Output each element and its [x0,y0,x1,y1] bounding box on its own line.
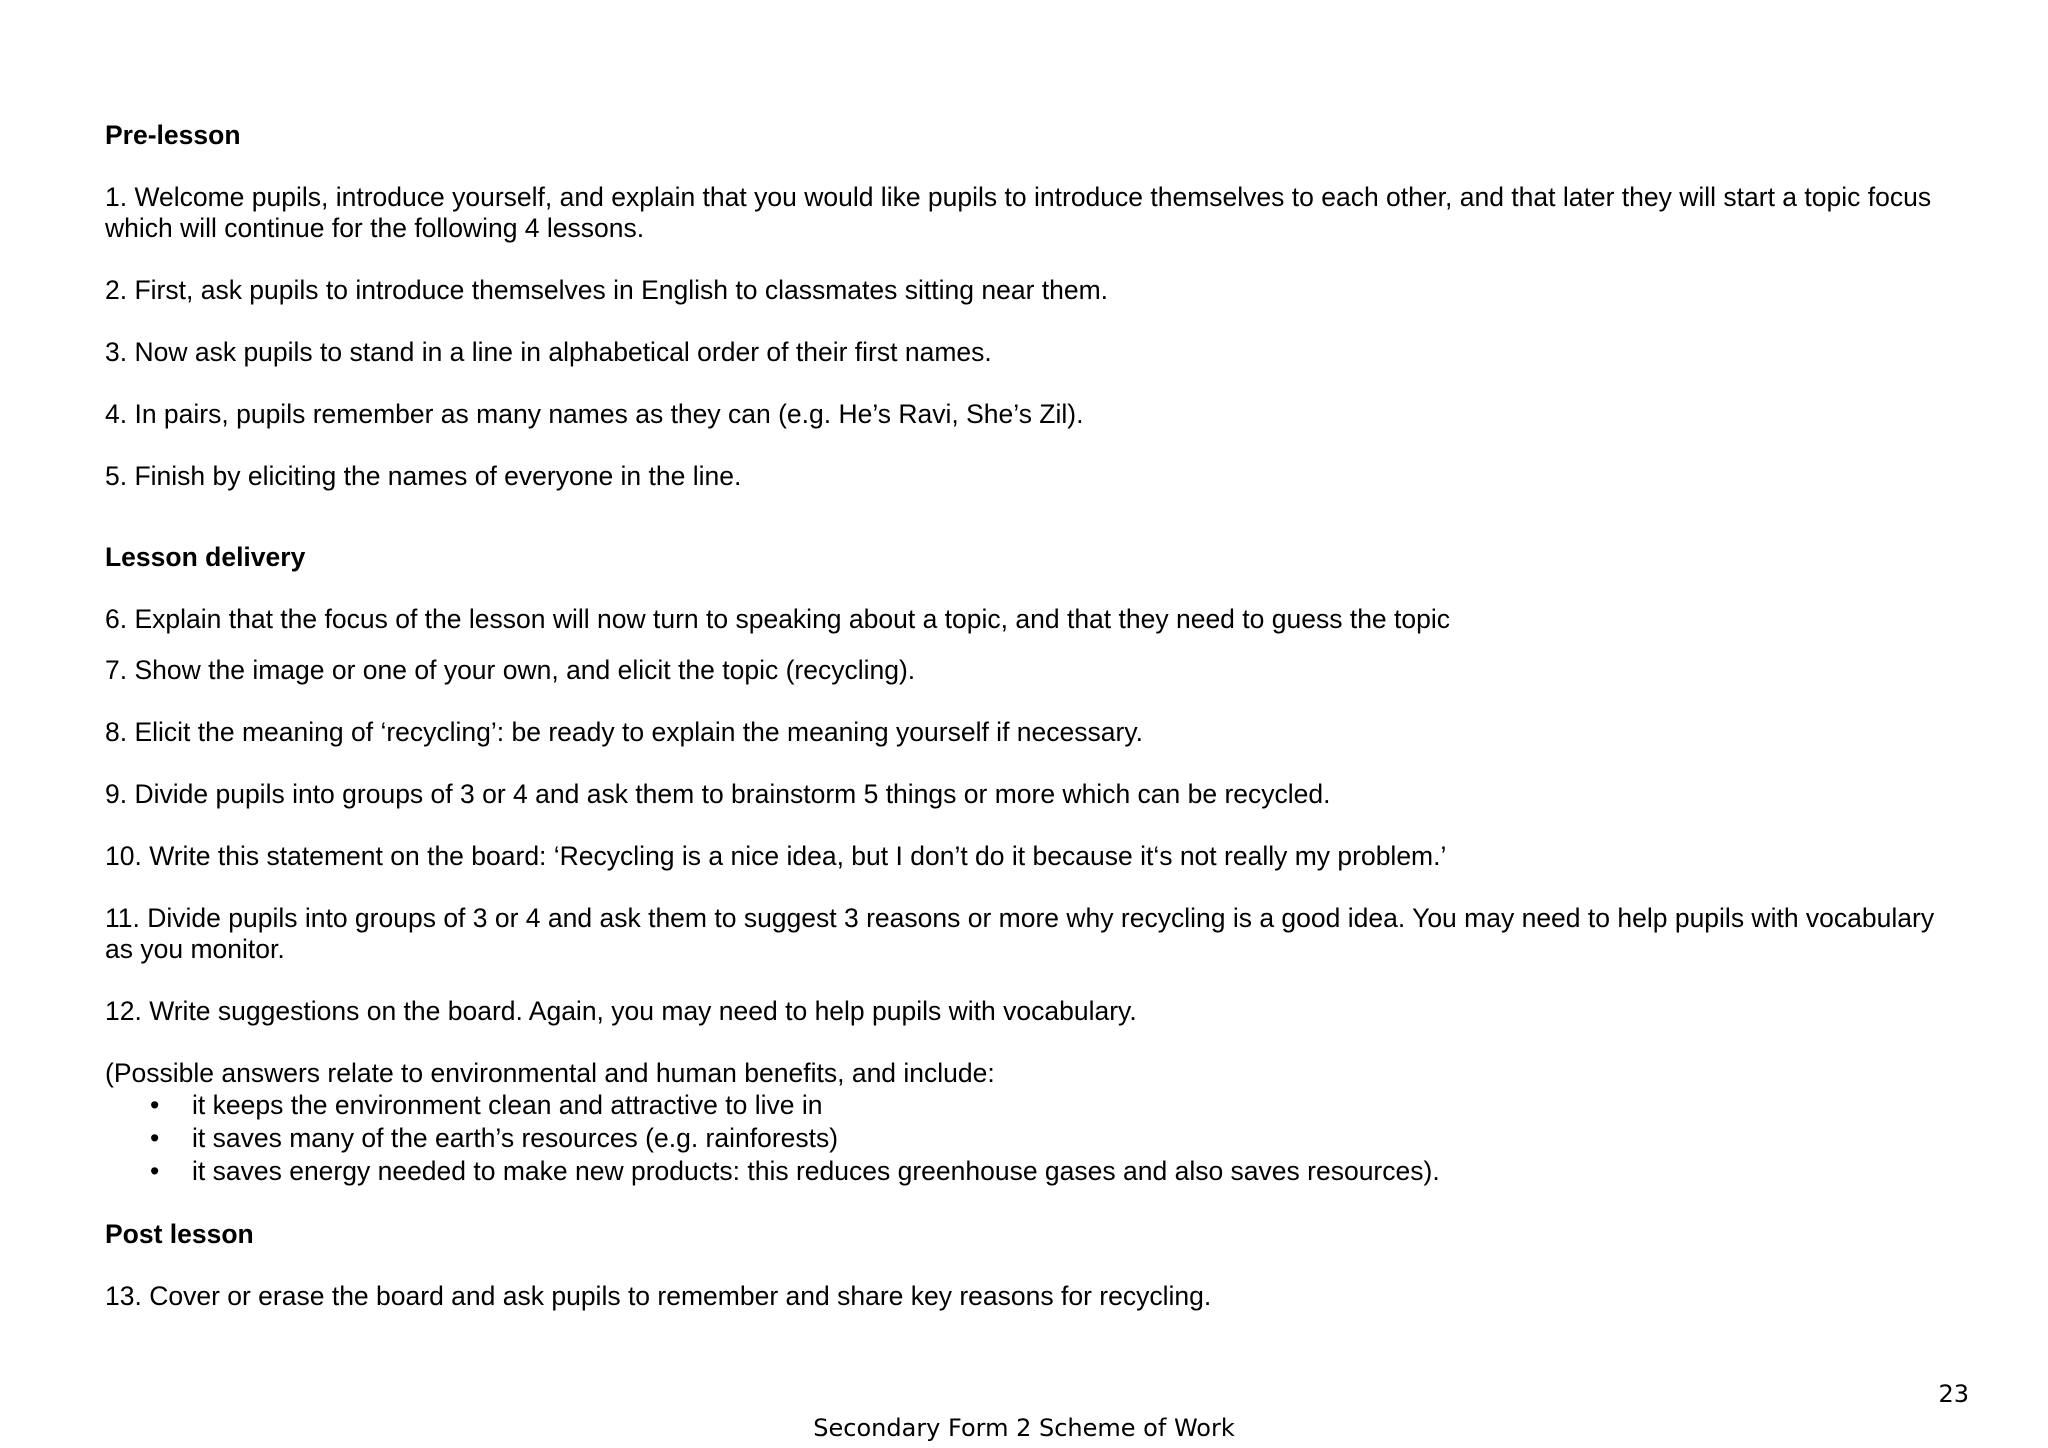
step-13: 13. Cover or erase the board and ask pupils to remember and share key reasons for recycling. [105,1281,1212,1311]
step-8: 8. Elicit the meaning of ‘recycling’: be ready to explain the meaning yourself if necessary. [105,717,1143,747]
step-11: 11. Divide pupils into groups of 3 or 4 and ask them to suggest 3 reasons or more why recycling is a good idea. You may need to help pupils with vocabulary as you monitor. [105,903,1935,964]
step-5: 5. Finish by eliciting the names of everyone in the line. [105,461,742,491]
possible-answers-list [105,1089,1965,1188]
list-item: • it saves energy needed to make new products: this reduces greenhouse gases and also saves resources). [105,1155,1965,1188]
step-2: 2. First, ask pupils to introduce themselves in English to classmates sitting near them. [105,275,1109,305]
step-9: 9. Divide pupils into groups of 3 or 4 and ask them to brainstorm 5 things or more which can be recycled. [105,779,1331,809]
lesson-plan-content [105,120,1965,1312]
step-3: 3. Now ask pupils to stand in a line in alphabetical order of their first names. [105,337,992,367]
step-7: 7. Show the image or one of your own, and elicit the topic (recycling). [105,655,916,685]
step-10: 10. Write this statement on the board: ‘Recycling is a nice idea, but I don’t do it because it‘s not really my problem.’ [105,841,1447,871]
possible-answers-intro: (Possible answers relate to environmental and human benefits, and include: [105,1058,995,1088]
step-12: 12. Write suggestions on the board. Again, you may need to help pupils with vocabulary. [105,996,1137,1026]
page-number: 23 [1938,1380,1969,1408]
footer-title: Secondary Form 2 Scheme of Work [813,1414,1235,1442]
step-4: 4. In pairs, pupils remember as many names as they can (e.g. He’s Ravi, She’s Zil). [105,399,1084,429]
section-heading-pre-lesson: Pre-lesson [105,120,241,150]
list-item: • it keeps the environment clean and attractive to live in [105,1089,1965,1122]
list-item: • it saves many of the earth’s resources (e.g. rainforests) [105,1122,1965,1155]
section-heading-post-lesson: Post lesson [105,1219,254,1249]
step-1: 1. Welcome pupils, introduce yourself, and explain that you would like pupils to introduce themselves to each other, and that later they will start a topic focus which will continue for the following 4 lessons. [105,182,1932,243]
step-6: 6. Explain that the focus of the lesson will now turn to speaking about a topic, and that they need to guess the topic [105,604,1451,634]
section-heading-lesson-delivery: Lesson delivery [105,542,306,572]
